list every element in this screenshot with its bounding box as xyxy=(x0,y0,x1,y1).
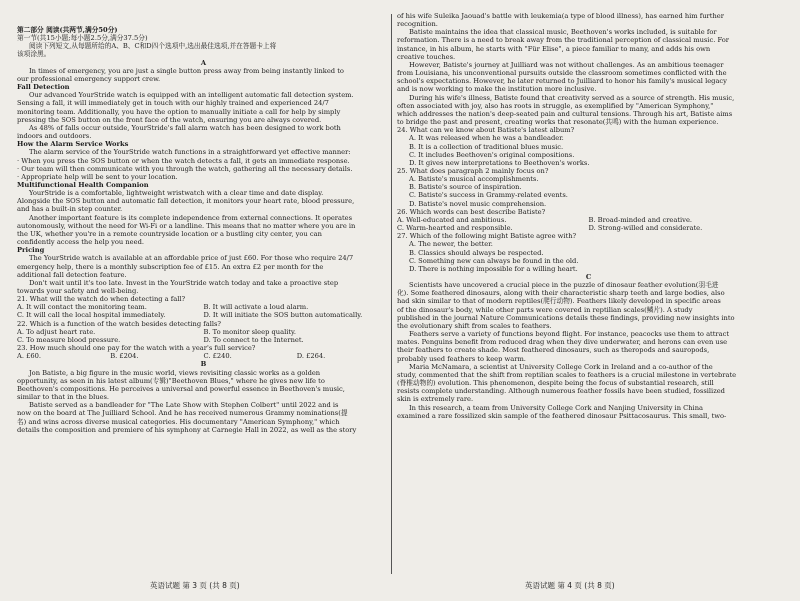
text-line: and has a built-in step counter. xyxy=(17,205,123,214)
text-line: examined a rare fossilized skin sample of the feathered dinosaur Psittacosaurus. This small, two- xyxy=(397,411,727,420)
text-line: C. Something new can always be found in the old. xyxy=(409,256,579,265)
text-line: additional fall detection feature. xyxy=(17,270,127,279)
text-line: the evolutionary shift from scales to feathers. xyxy=(397,321,552,330)
text-line: (脊椎动物的) evolution. This phenomenon, despite being the focus of substantial research, still xyxy=(397,379,714,388)
text-line: A. Batiste's musical accomplishments. xyxy=(409,175,539,184)
text-line: C. It includes Beethoven's original compositions. xyxy=(409,150,575,159)
text-line: 22. Which is a function of the watch besides detecting falls? xyxy=(17,319,222,328)
text-line: details the composition and premiere of his symphony at Carnegie Hall in 2022, as well as the story xyxy=(17,425,357,434)
text-line: monitoring team. Additionally, you have the option to manually initiate a call for help by simply xyxy=(17,107,341,116)
text-line: published in the journal Nature Communications details these findings, providing new insights into xyxy=(397,313,735,322)
text-line: mates. Penguins benefit from reduced drag when they dive underwater, and herons can even use xyxy=(397,338,728,347)
answer-option: B. To monitor sleep quality. xyxy=(203,327,297,336)
section-heading: Pricing xyxy=(17,246,45,255)
section-heading: Fall Detection xyxy=(17,83,70,92)
text-line: of the dinosaur's body, while other parts were covered in reptilian scales(鳞片). A study xyxy=(397,305,693,314)
text-line: now on the board at The Juilliard School. And he has received numerous Grammy nominations(提 xyxy=(17,409,348,418)
text-line: · Appropriate help will be sent to your location. xyxy=(17,172,178,181)
text-line: B. It is a collection of traditional blues music. xyxy=(409,142,564,151)
text-line: the UK, whether you're in a remote countryside location or a bustling city center, you can xyxy=(17,229,322,238)
page-footer-right: 英语试题 第 4 页 (共 8 页) xyxy=(525,581,615,590)
text-line: instance, in his album, he starts with "Für Elise", a piece familiar to many, and adds his own xyxy=(397,44,711,53)
text-line: 25. What does paragraph 2 mainly focus on? xyxy=(397,166,549,175)
text-line: probably used feathers to keep warm. xyxy=(397,354,526,363)
text-line: 名) and wins across diverse musical categories. His documentary "American Symphony," which xyxy=(17,417,340,426)
answer-option: D. It will initiate the SOS button automatically. xyxy=(203,311,363,320)
text-line: The alarm service of the YourStride watch functions in a straightforward yet effective manner: xyxy=(29,148,351,157)
text-line: In times of emergency, you are just a single button press away from being instantly linked to xyxy=(29,66,344,75)
answer-options-row xyxy=(397,216,780,224)
answer-option: D. Strong-willed and considerate. xyxy=(588,224,703,233)
text-line: A. The newer, the better. xyxy=(409,240,493,249)
text-line: Our advanced YourStride watch is equipped with an intelligent automatic fall detection system. xyxy=(29,91,354,100)
passage-label: A xyxy=(200,58,207,67)
answer-option: C. It will call the local hospital immediately. xyxy=(17,311,166,320)
text-line: school's expectations. However, he later returned to Juilliard to honor his family's musical legacy xyxy=(397,77,727,86)
answer-option: A. Well-educated and ambitious. xyxy=(397,215,507,224)
text-line: recognition. xyxy=(397,20,438,29)
text-line: In this research, a team from University College Cork and Nanjing University in China xyxy=(409,403,703,412)
section-heading: Multifunctional Health Companion xyxy=(17,180,149,189)
text-line: often associated with joy, also has roots in struggle, as exemplified by "American Symphony," xyxy=(397,101,714,110)
text-line: 化). Some feathered dinosaurs, along with their characteristic sharp teeth and large bodies, also xyxy=(397,289,725,298)
answer-options-row xyxy=(397,224,780,232)
answer-option: C. £240. xyxy=(203,352,232,361)
text-line: Alongside the SOS button and automatic fall detection, it monitors your heart rate, blood pressure, xyxy=(17,197,355,206)
text-line: · Our team will then communicate with you through the watch, gathering all the necessary details. xyxy=(17,164,353,173)
text-line: their feathers to create shade. Most feathered dinosaurs, such as theropods and sauropods, xyxy=(397,346,710,355)
text-line: The YourStride watch is available at an affordable price of just £60. For those who require 24/7 xyxy=(29,254,354,263)
answer-option: B. It will activate a loud alarm. xyxy=(203,303,309,312)
text-line: pressing the SOS button on the front face of the watch, ensuring you are always covered. xyxy=(17,115,322,124)
answer-options-row xyxy=(17,303,390,311)
answer-option: D. To connect to the Internet. xyxy=(203,335,304,344)
text-line: to bridge the past and present, creating works that resonate(共鸣) with the human experience. xyxy=(397,118,719,127)
text-line: 26. Which words can best describe Batiste? xyxy=(397,207,546,216)
answer-option: A. £60. xyxy=(17,352,41,361)
answer-options-row xyxy=(17,328,390,336)
answer-option: A. To adjust heart rate. xyxy=(17,327,96,336)
text-line: creative touches. xyxy=(397,52,456,61)
passage-label: B xyxy=(200,360,207,369)
answer-option: C. To measure blood pressure. xyxy=(17,335,121,344)
text-line: Maria McNamara, a scientist at University College Cork in Ireland and a co-author of the xyxy=(409,362,713,371)
text-line: Don't wait until it's too late. Invest in the YourStride watch today and take a proactive step xyxy=(29,278,339,287)
text-line: 23. How much should one pay for the watch with a year's full service? xyxy=(17,344,256,353)
text-line: YourStride is a comfortable, lightweight wristwatch with a clear time and date display. xyxy=(29,189,324,198)
text-line: · When you press the SOS button or when the watch detects a fall, it gets an immediate response. xyxy=(17,156,350,165)
text-line: our professional emergency support crew. xyxy=(17,74,161,83)
column-divider xyxy=(391,14,392,574)
answer-options-row xyxy=(17,336,390,344)
text-line: confidently access the help you need. xyxy=(17,238,144,247)
answer-option: B. £204. xyxy=(110,352,139,361)
text-line: A. It was released when he was a bandleader. xyxy=(409,134,564,143)
text-line: opportunity, as seen in his latest album(专辑)"Beethoven Blues," where he gives new life to xyxy=(17,376,325,385)
section-heading: How the Alarm Service Works xyxy=(17,140,129,149)
right-column xyxy=(397,12,780,573)
answer-options-row xyxy=(17,311,390,319)
left-column xyxy=(17,26,390,573)
text-line: Feathers serve a variety of functions beyond flight. For instance, peacocks use them to attract xyxy=(409,330,730,339)
text-line: which addresses the nation's deep-seated pain and cultural tensions. Through his art, Batiste aims xyxy=(397,109,733,118)
text-line: Another important feature is its complete independence from external connections. It operates xyxy=(29,213,353,222)
text-line: had skin similar to that of modern reptiles(爬行动物). Feathers likely developed in specific areas xyxy=(397,297,721,306)
text-line: indoors and outdoors. xyxy=(17,132,92,141)
text-line: Scientists have uncovered a crucial piece in the puzzle of dinosaur feather evolution(羽毛进 xyxy=(409,281,719,290)
answer-option: A. It will contact the monitoring team. xyxy=(17,303,147,312)
text-line: resists complete understanding. Although numerous feather fossils have been studied, fossilized xyxy=(397,387,725,396)
text-line: 该项涂黑。 xyxy=(17,50,51,59)
answer-options-row xyxy=(17,352,390,360)
text-line: emergency help, there is a monthly subscription fee of £15. An extra £2 per month for the xyxy=(17,262,324,271)
text-line: 阅读下列短文,从每题所给的A、B、C和D四个选项中,选出最佳选项,并在答题卡上将 xyxy=(29,42,277,51)
text-line: 27. Which of the following might Batiste agree with? xyxy=(397,232,577,241)
text-line: During his wife's illness, Batiste found that creativity served as a source of strength. His music, xyxy=(409,93,735,102)
text-line: Batiste served as a bandleader for "The Late Show with Stephen Colbert" until 2022 and is xyxy=(29,401,339,410)
text-line: C. Batiste's success in Grammy-related events. xyxy=(409,191,568,200)
text-line: As 48% of falls occur outside, YourStride's fall alarm watch has been designed to work both xyxy=(29,123,341,132)
text-line: B. Batiste's source of inspiration. xyxy=(409,183,522,192)
answer-option: C. Warm-hearted and responsible. xyxy=(397,224,513,233)
answer-option: B. Broad-minded and creative. xyxy=(588,215,693,224)
answer-option: D. £264. xyxy=(296,352,326,361)
text-line: autonomously, without the need for Wi-Fi or a landline. This means that no matter where you are in xyxy=(17,221,356,230)
text-line: skin is extremely rare. xyxy=(397,395,474,404)
text-line: study, commented that the shift from reptilian scales to feathers is a crucial milestone in vertebrate xyxy=(397,370,737,379)
text-line: D. It gives new interpretations to Beethoven's works. xyxy=(409,158,590,167)
text-line: 21. What will the watch do when detecting a fall? xyxy=(17,295,186,304)
text-line: and is now working to make the institution more inclusive. xyxy=(397,85,597,94)
text-line: Beethoven's compositions. He perceives a universal and powerful essence in Beethoven's music, xyxy=(17,384,345,393)
text-line: However, Batiste's journey at Juilliard was not without challenges. As an ambitious teenager xyxy=(409,60,724,69)
text-line: 第二部分 阅读(共两节,满分50分) xyxy=(17,26,118,34)
text-line: 24. What can we know about Batiste's latest album? xyxy=(397,126,575,135)
text-line: similar to that in the blues. xyxy=(17,393,110,402)
text-line: B. Classics should always be respected. xyxy=(409,248,544,257)
text-line: from Louisiana, his unconventional pursuits outside the classroom sometimes conflicted with the xyxy=(397,69,727,78)
text-line: towards your safety and well-being. xyxy=(17,287,139,295)
passage-label: C xyxy=(585,273,592,281)
text-line: Batiste maintains the idea that classical music, Beethoven's works included, is suitable for xyxy=(409,28,717,37)
text-line: reformation. There is a need to break away from the traditional perception of classical music. For xyxy=(397,36,729,45)
text-line: Sensing a fall, it will immediately get in touch with our highly trained and experienced 24/7 xyxy=(17,99,329,108)
text-line: D. Batiste's novel music comprehension. xyxy=(409,199,547,208)
text-line: Jon Batiste, a big figure in the music world, views revisiting classic works as a golden xyxy=(29,368,321,377)
text-line: of his wife Suleika Jaouad's battle with leukemia(a type of blood illness), has earned him further xyxy=(397,12,724,20)
text-line: D. There is nothing impossible for a willing heart. xyxy=(409,264,578,273)
text-line: 第一节(共15小题;每小题2.5分,满分37.5分) xyxy=(17,34,148,43)
page-footer-left: 英语试题 第 3 页 (共 8 页) xyxy=(150,581,240,590)
